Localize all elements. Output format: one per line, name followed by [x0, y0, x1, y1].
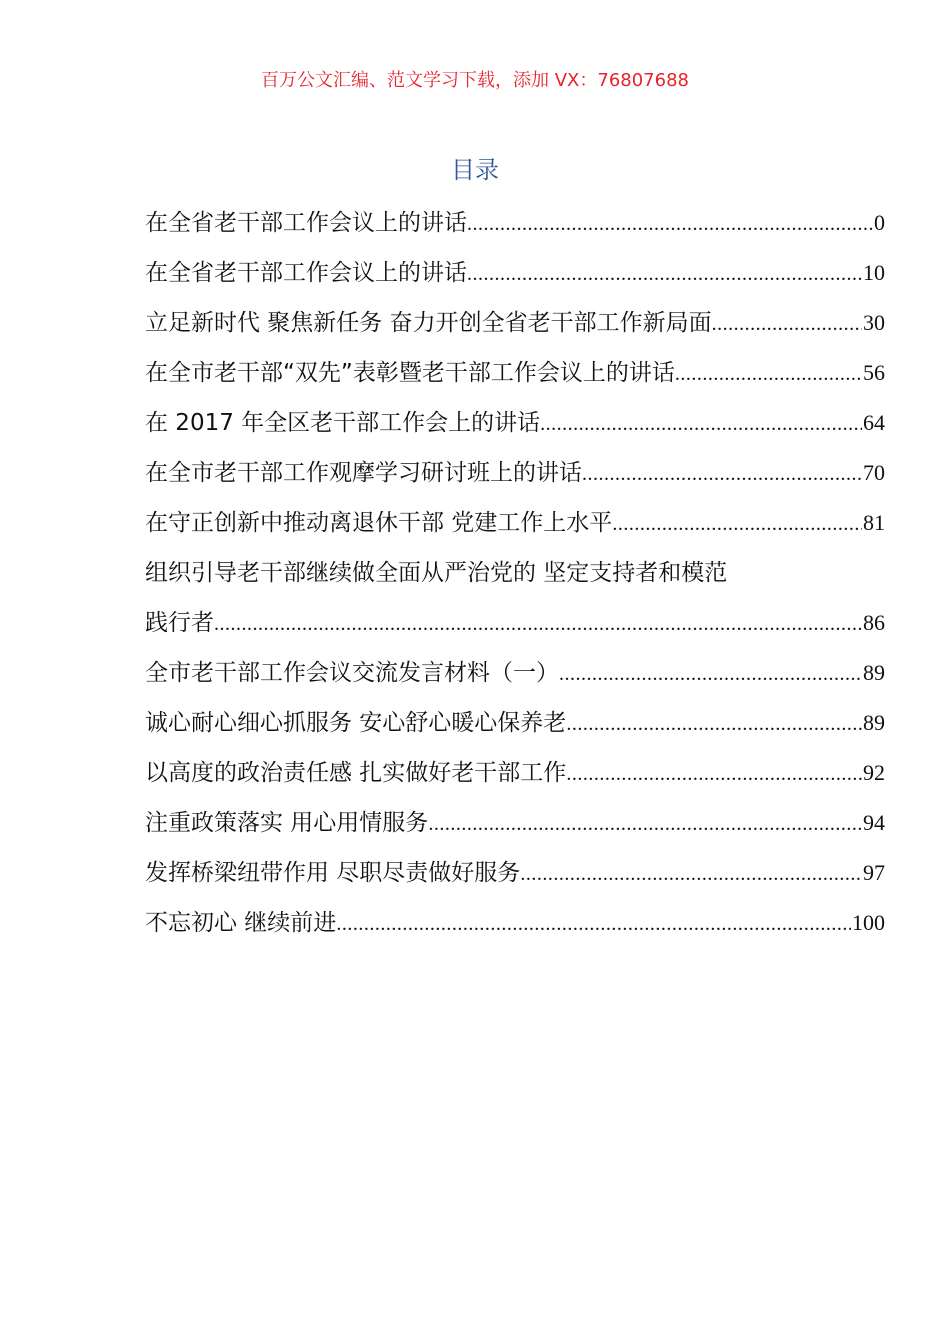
- toc-leader-dots: [675, 349, 862, 399]
- toc-entry-text: 全市老干部工作会议交流发言材料（一）: [145, 660, 559, 686]
- toc-leader-dots: [336, 899, 851, 949]
- toc-leader-dots: [566, 699, 862, 749]
- toc-entry[interactable]: [145, 398, 885, 448]
- toc-entry-text-line1: 组织引导老干部继续做全面从严治党的 坚定支持者和模范: [145, 560, 728, 586]
- toc-page-number: 100: [852, 910, 885, 935]
- toc-page-number: 10: [863, 260, 885, 285]
- toc-entry[interactable]: [145, 448, 885, 498]
- toc-page-number: 89: [863, 710, 885, 735]
- toc-leader-dots: [520, 849, 862, 899]
- toc-entry-text: 以高度的政治责任感 扎实做好老干部工作: [145, 760, 567, 786]
- toc-leader-dots: [712, 299, 862, 349]
- header-note: 百万公文汇编、范文学习下载，添加 VX：76807688: [261, 70, 689, 91]
- toc-leader-dots: [467, 199, 873, 249]
- toc-page-number: 70: [863, 460, 885, 485]
- toc-entry[interactable]: [145, 648, 885, 698]
- table-of-contents: [145, 198, 885, 948]
- toc-page-number: 97: [863, 860, 885, 885]
- toc-entry[interactable]: [145, 698, 885, 748]
- toc-entry[interactable]: [145, 898, 885, 948]
- toc-entry[interactable]: [145, 548, 885, 648]
- toc-entry[interactable]: [145, 798, 885, 848]
- toc-entry[interactable]: [145, 298, 885, 348]
- toc-page-number: 86: [863, 610, 885, 635]
- toc-page-number: 94: [863, 810, 885, 835]
- toc-entry[interactable]: [145, 748, 885, 798]
- toc-entry-text: 注重政策落实 用心用情服务: [145, 810, 429, 836]
- toc-entry[interactable]: [145, 498, 885, 548]
- toc-entry-text: 在全市老干部工作观摩学习研讨班上的讲话: [145, 460, 582, 486]
- toc-title: 目录: [451, 156, 499, 184]
- toc-entry[interactable]: [145, 348, 885, 398]
- toc-entry-text: 在全省老干部工作会议上的讲话: [145, 260, 467, 286]
- toc-page-number: 92: [863, 760, 885, 785]
- toc-page-number: 30: [863, 310, 885, 335]
- toc-leader-dots: [540, 399, 862, 449]
- toc-leader-dots: [612, 499, 862, 549]
- toc-page-number: 56: [863, 360, 885, 385]
- toc-entry-text: 立足新时代 聚焦新任务 奋力开创全省老干部工作新局面: [145, 310, 712, 336]
- toc-leader-dots: [428, 799, 862, 849]
- toc-leader-dots: [559, 649, 862, 699]
- toc-entry-text: 发挥桥梁纽带作用 尽职尽责做好服务: [145, 860, 521, 886]
- toc-entry-text: 践行者: [145, 610, 214, 636]
- toc-entry[interactable]: [145, 198, 885, 248]
- toc-page-number: 89: [863, 660, 885, 685]
- toc-page-number: 0: [874, 210, 885, 235]
- toc-leader-dots: [214, 599, 862, 649]
- toc-page-number: 64: [863, 410, 885, 435]
- toc-page-number: 81: [863, 510, 885, 535]
- toc-entry[interactable]: [145, 248, 885, 298]
- toc-entry-text: 诚心耐心细心抓服务 安心舒心暖心保养老: [145, 710, 567, 736]
- toc-leader-dots: [582, 449, 862, 499]
- toc-entry-text: 在全市老干部“双先”表彰暨老干部工作会议上的讲话: [145, 360, 675, 386]
- toc-entry-text: 在全省老干部工作会议上的讲话: [145, 210, 467, 236]
- toc-leader-dots: [467, 249, 862, 299]
- toc-entry-text: 不忘初心 继续前进: [145, 910, 337, 936]
- toc-leader-dots: [566, 749, 862, 799]
- toc-entry-text: 在守正创新中推动离退休干部 党建工作上水平: [145, 510, 613, 536]
- toc-entry-text: 在 2017 年全区老干部工作会上的讲话: [145, 410, 541, 436]
- toc-entry[interactable]: [145, 848, 885, 898]
